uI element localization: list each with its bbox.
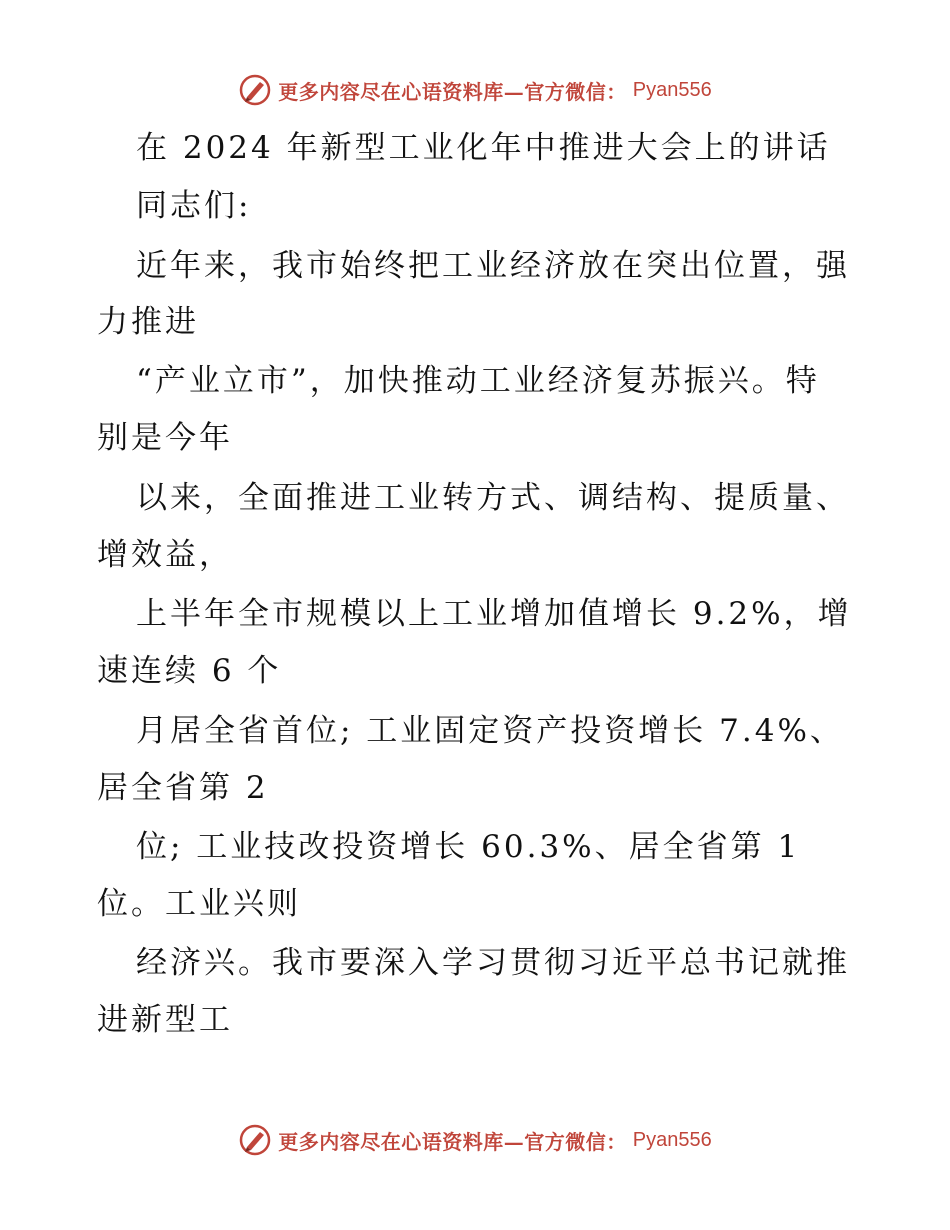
text-line: 位; 工业技改投资增长 60.3%、居全省第 1 <box>136 829 801 865</box>
footer-banner <box>0 1120 950 1160</box>
document-title: 在 2024 年新型工业化年中推进大会上的讲话 <box>136 130 831 166</box>
text-line: 速连续 6 个 <box>97 653 282 689</box>
text-line: 增效益， <box>97 537 233 573</box>
pen-logo-icon <box>238 73 272 107</box>
text-line: 月居全省首位; 工业固定资产投资增长 7.4%、 <box>136 713 844 749</box>
text-line: 别是今年 <box>97 420 233 456</box>
header-banner-text: 更多内容尽在心语资料库—官方微信： <box>278 79 627 104</box>
footer-banner-text: 更多内容尽在心语资料库—官方微信： <box>278 1129 627 1154</box>
text-line: 以来，全面推进工业转方式、调结构、提质量、 <box>136 480 850 516</box>
text-line: 位。工业兴则 <box>97 886 301 922</box>
text-line: 上半年全市规模以上工业增加值增长 9.2%，增 <box>136 596 852 632</box>
pen-logo-icon <box>238 1123 272 1157</box>
text-line: 居全省第 2 <box>97 770 269 806</box>
header-banner-handle: Pyan556 <box>632 78 712 101</box>
text-line: 经济兴。我市要深入学习贯彻习近平总书记就推 <box>136 945 850 981</box>
salutation: 同志们: <box>136 188 252 224</box>
text-line: “产业立市”，加快推动工业经济复苏振兴。特 <box>136 363 820 399</box>
footer-banner-handle: Pyan556 <box>632 1128 712 1151</box>
text-line: 进新型工 <box>97 1002 233 1038</box>
text-line: 近年来，我市始终把工业经济放在突出位置，强 <box>136 248 850 284</box>
header-banner <box>0 70 950 110</box>
text-line: 力推进 <box>97 304 199 340</box>
